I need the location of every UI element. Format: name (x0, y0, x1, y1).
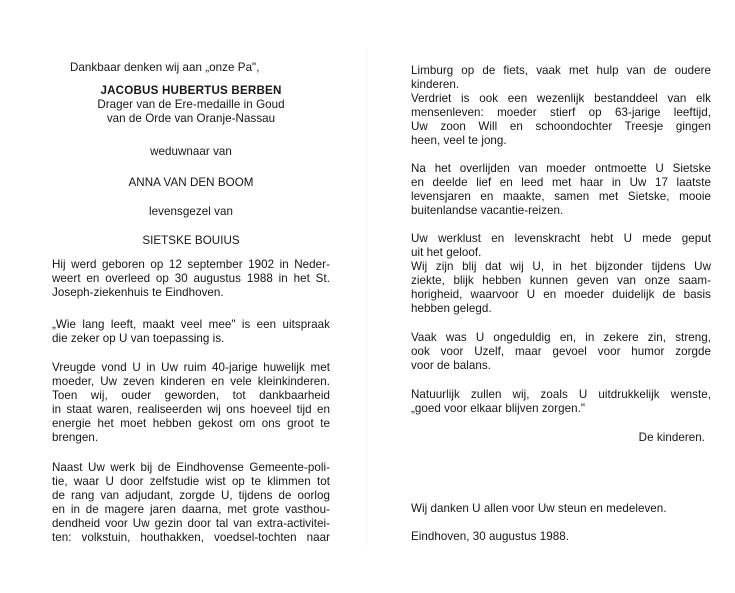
character-paragraph-line: Vaak was U ongeduldig en, in zekere zin, streng, (411, 331, 711, 344)
character-paragraph-line: ook voor Uzelf, maar gevoel voor humor zorgde (411, 345, 711, 358)
signature: De kinderen. (638, 431, 705, 444)
continuation-line: Limburg op de fiets, vaak met hulp van de oudere (411, 64, 711, 77)
continuation-line: Verdriet is ook een wezenlijk bestanddeel van elk (411, 92, 711, 105)
thanks-line: Wij danken U allen voor Uw steun en medeleven. (411, 502, 667, 515)
continuation-line: mensenleven: moeder stierf op 63-jarige leeftijd, (411, 106, 711, 119)
continuation-line: heen, veel te jong. (411, 134, 507, 147)
honor-line: van de Orde van Oranje-Nassau (106, 112, 276, 125)
work-paragraph-line: Naast Uw werk bij de Eindhovense Gemeente-poli- (52, 461, 330, 474)
faith-paragraph-line: Uw werklust en levenskracht hebt U mede geput (411, 232, 711, 245)
character-paragraph-line: voor de balans. (411, 359, 492, 372)
joy-paragraph-line: Vreugde vond U in Uw ruim 40-jarige huwelijk met (52, 361, 330, 374)
place-date: Eindhoven, 30 augustus 1988. (411, 530, 570, 543)
continuation-line: Uw zoon Will en schoondochter Treesje gingen (411, 120, 711, 133)
birth-paragraph-line: weert en overleed op 30 augustus 1988 in het St. (52, 272, 330, 285)
sietske-paragraph-line: buitenlandse vacantie-reizen. (411, 204, 564, 217)
page-fold (366, 48, 367, 548)
partner-label: levensgezel van (149, 205, 233, 218)
birth-paragraph-line: Hij werd geboren op 12 september 1902 in Neder- (52, 258, 330, 271)
work-paragraph-line: tie, waar U door zelfstudie wist op te klimmen tot (52, 475, 330, 488)
joy-paragraph-line: moeder, Uw zeven kinderen en vele kleinkinderen. (52, 375, 330, 388)
faith-paragraph-line: Wij zijn blij dat wij U, in het bijzonder tijdens Uw (411, 260, 711, 273)
sietske-paragraph-line: levensjaren en maakte, samen met Sietske, mooie (411, 190, 711, 203)
faith-paragraph-line: horigheid, waarvoor U en moeder duidelijk de basis (411, 288, 711, 301)
wish-paragraph-line: Natuurlijk zullen wij, zoals U uitdrukkelijk wenste, (411, 388, 711, 401)
work-paragraph-line: de rang van adjudant, zorgde U, tijdens de oorlog (52, 489, 330, 502)
continuation-line: kinderen. (411, 78, 460, 91)
sietske-paragraph-line: en deelde lief en leed met haar in Uw 17 laatste (411, 176, 711, 189)
faith-paragraph-line: hebben gelegd. (411, 302, 492, 315)
sietske-paragraph-line: Na het overlijden van moeder ontmoette U Sietske (411, 162, 711, 175)
intro-line: Dankbaar denken wij aan „onze Pa", (70, 61, 260, 74)
work-paragraph-line: dendheid voor Uw gezin door tal van extra-activitei- (52, 517, 330, 530)
deceased-name: JACOBUS HUBERTUS BERBEN (100, 84, 282, 97)
joy-paragraph-line: Toen wij, ouder geworden, tot dankbaarheid (52, 389, 330, 402)
widower-label: weduwnaar van (150, 145, 232, 158)
faith-paragraph-line: ziekte, blijk hebben kunnen geven van onze saam- (411, 274, 711, 287)
wish-paragraph-line: „goed voor elkaar blijven zorgen." (411, 402, 586, 415)
honor-line: Drager van de Ere-medaille in Goud (97, 98, 285, 111)
work-paragraph-line: ten: volkstuin, houthakken, voedsel-tochten naar (52, 531, 330, 544)
saying-paragraph-line: die zeker op U van toepassing is. (52, 332, 225, 345)
faith-paragraph-line: uit het geloof. (411, 246, 482, 259)
partner-name: SIETSKE BOUIUS (142, 234, 240, 247)
saying-paragraph-line: „Wie lang leeft, maakt veel mee" is een uitspraak (52, 318, 330, 331)
joy-paragraph-line: energie het moet hebben gekost om ons groot te (52, 417, 330, 430)
work-paragraph-line: en in de magere jaren daarna, met grote vasthou- (52, 503, 330, 516)
joy-paragraph-line: in staat waren, realiseerden wij ons hoeveel tijd en (52, 403, 330, 416)
birth-paragraph-line: Joseph-ziekenhuis te Eindhoven. (52, 286, 224, 299)
wife-name: ANNA VAN DEN BOOM (128, 176, 254, 189)
joy-paragraph-line: brengen. (52, 431, 99, 444)
